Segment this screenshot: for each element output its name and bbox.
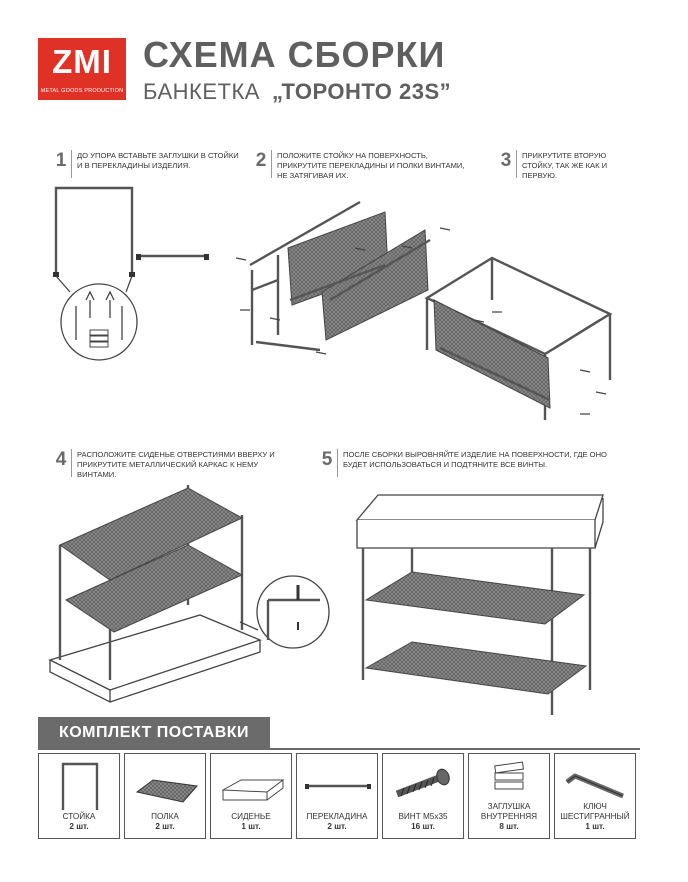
kit-item-seat xyxy=(210,753,292,839)
kit-item-qty: 1 шт. xyxy=(585,822,605,831)
kit-item-screw xyxy=(382,753,464,839)
step-2-illustration xyxy=(236,202,450,354)
step-2-number: 2 xyxy=(255,150,267,171)
step-3-text: ПРИКРУТИТЕ ВТОРУЮ СТОЙКУ, ТАК ЖЕ КАК И ПЕРВУЮ. xyxy=(522,151,608,180)
logo-mark: ZMI xyxy=(52,43,112,80)
step-5-number: 5 xyxy=(321,449,333,470)
kit-item-qty: 8 шт. xyxy=(499,822,519,831)
subtitle-prefix: БАНКЕТКА xyxy=(143,79,260,104)
step-4-number: 4 xyxy=(55,449,67,470)
step-1-illustration xyxy=(53,188,209,360)
kit-item-name: ПОЛКА xyxy=(151,812,179,821)
step-1-text: ДО УПОРА ВСТАВЬТЕ ЗАГЛУШКИ В СТОЙКИ И В ПЕРЕКЛАДИНЫ ИЗДЕЛИЯ. xyxy=(77,151,239,170)
kit-item-name: СИДЕНЬЕ xyxy=(231,812,271,821)
logo-subtext: METAL GOODS PRODUCTION xyxy=(40,88,124,94)
kit-item-shelf xyxy=(124,753,206,839)
kit-item-name: ВИНТ М5х35 xyxy=(398,812,448,821)
kit-item-hex-key xyxy=(554,753,636,839)
step-4-illustration xyxy=(50,485,329,702)
subtitle-model: „ТОРОНТО 23S” xyxy=(271,79,452,104)
step-5-illustration xyxy=(357,495,603,715)
step-3-number: 3 xyxy=(500,150,512,171)
kit-item-crossbar xyxy=(296,753,378,839)
kit-divider xyxy=(38,748,640,750)
kit-item-qty: 16 шт. xyxy=(411,822,435,831)
kit-item-name: ЗАГЛУШКА ВНУТРЕННЯЯ xyxy=(480,802,538,821)
kit-item-qty: 2 шт. xyxy=(327,822,347,831)
kit-title: КОМПЛЕКТ ПОСТАВКИ xyxy=(38,717,270,749)
step-2-text: ПОЛОЖИТЕ СТОЙКУ НА ПОВЕРХНОСТЬ, ПРИКРУТИТЕ ПЕРЕКЛАДИНЫ И ПОЛКИ ВИНТАМИ, НЕ ЗАТЯГИВАЯ ИХ. xyxy=(277,151,465,180)
kit-item-stand xyxy=(38,753,120,839)
kit-item-name: ПЕРЕКЛАДИНА xyxy=(306,812,368,821)
step-5-text: ПОСЛЕ СБОРКИ ВЫРОВНЯЙТЕ ИЗДЕЛИЕ НА ПОВЕРХНОСТИ, ГДЕ ОНО БУДЕТ ИСПОЛЬЗОВАТЬСЯ И ПОДТЯНИТЕ ВСЕ ВИНТЫ. xyxy=(343,450,607,469)
kit-item-qty: 2 шт. xyxy=(155,822,175,831)
kit-item-plug xyxy=(468,753,550,839)
kit-item-qty: 2 шт. xyxy=(69,822,89,831)
step-3-illustration xyxy=(427,258,610,420)
step-1-number: 1 xyxy=(55,150,67,171)
kit-item-qty: 1 шт. xyxy=(241,822,261,831)
kit-item-name: КЛЮЧ ШЕСТИГРАННЫЙ xyxy=(560,802,630,821)
kit-item-name: СТОЙКА xyxy=(62,812,96,821)
step-4-text: РАСПОЛОЖИТЕ СИДЕНЬЕ ОТВЕРСТИЯМИ ВВЕРХУ И ПРИКРУТИТЕ МЕТАЛЛИЧЕСКИЙ КАРКАС К НЕМУ ВИНТАМИ. xyxy=(77,450,275,479)
page-title: СХЕМА СБОРКИ xyxy=(143,34,446,75)
